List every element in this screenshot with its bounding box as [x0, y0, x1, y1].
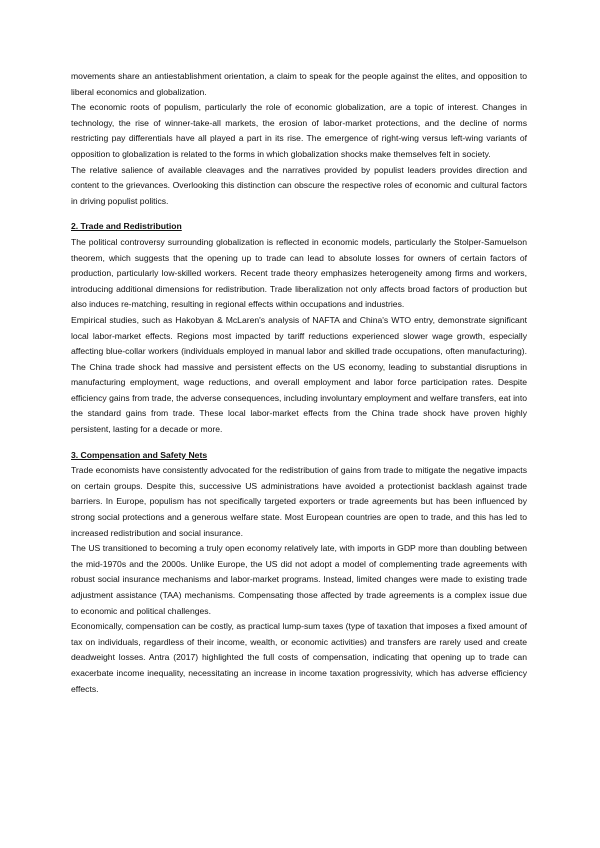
section-heading-compensation-and-safety-nets: 3. Compensation and Safety Nets — [71, 449, 208, 460]
section3-paragraph-1: Trade economists have consistently advocated for the redistribution of gains from trade to mitigate the negative impacts on certain groups. Despite this, successive US administrations have avoided a protectionist backlash against trade barriers. In Europe, populism has not specifically targeted exporters or trade agreements but has been influenced by strong social protections and a generous welfare state. Most European countries are open to trade, and this has led to increased redistribution and social insurance. — [71, 465, 527, 538]
document-page — [71, 69, 527, 697]
section3-paragraph-2: The US transitioned to becoming a truly open economy relatively late, with imports in GDP more than doubling between the mid-1970s and the 2000s. Unlike Europe, the US did not adopt a model of complementing trade agreements with robust social insurance mechanisms and labor-market programs. Instead, limited changes were made to existing trade adjustment assistance (TAA) mechanisms. Compensating those affected by trade agreements is a complex issue due to economic and political challenges. — [71, 543, 527, 616]
section3-paragraph-3: Economically, compensation can be costly, as practical lump-sum taxes (type of taxation that imposes a fixed amount of tax on individuals, regardless of their income, wealth, or economic activities) and transfers are rarely used and create deadweight losses. Antra (2017) highlighted the full costs of compensation, indicating that opening up to trade can exacerbate income inequality, necessitating an increase in income taxation progressivity, which has adverse efficiency effects. — [71, 621, 527, 694]
section-heading-trade-and-redistribution: 2. Trade and Redistribution — [71, 221, 182, 232]
section2-paragraph-1: The political controversy surrounding globalization is reflected in economic models, particularly the Stolper-Samuelson theorem, which suggests that the opening up to trade can lead to absolute losses for owners of certain factors of production, particularly low-skilled workers. Recent trade theory emphasizes heterogeneity among firms and workers, introducing additional dimensions for redistribution. Trade liberalization not only affects broad factors of production but also induces re-matching, resulting in regional effects within occupations and industries. — [71, 236, 527, 310]
intro-paragraph-3: The relative salience of available cleavages and the narratives provided by populist leaders provides direction and content to the grievances. Overlooking this distinction can obscure the respective roles of economic and cultural factors in driving populist politics. — [71, 164, 527, 206]
intro-paragraph-2: The economic roots of populism, particularly the role of economic globalization, are a topic of interest. Changes in technology, the rise of winner-take-all markets, the erosion of labor-market protections, and the decline of norms restricting pay differentials have all played a part in its rise. The emergence of right-wing versus left-wing variants of opposition to globalization is related to the forms in which globalization shocks make themselves felt in society. — [71, 102, 527, 159]
intro-paragraph-1: movements share an antiestablishment orientation, a claim to speak for the people against the elites, and opposition to liberal economics and globalization. — [71, 71, 527, 97]
section2-paragraph-2: Empirical studies, such as Hakobyan & McLaren's analysis of NAFTA and China's WTO entry, demonstrate significant local labor-market effects. Regions most impacted by tariff reductions experienced slower wage growth, especially affecting blue-collar workers (individuals employed in manual labor and skilled trade occupations, often manufacturing). The China trade shock had massive and persistent effects on the US economy, leading to substantial disruptions in manufacturing employment, wage reductions, and overall employment and labor force participation rates. Despite efficiency gains from trade, the adverse consequences, including involuntary employment and welfare transfers, eat into the standard gains from trade. These local labor-market effects from the China trade shock have proven highly persistent, lasting for a decade or more. — [71, 314, 527, 435]
